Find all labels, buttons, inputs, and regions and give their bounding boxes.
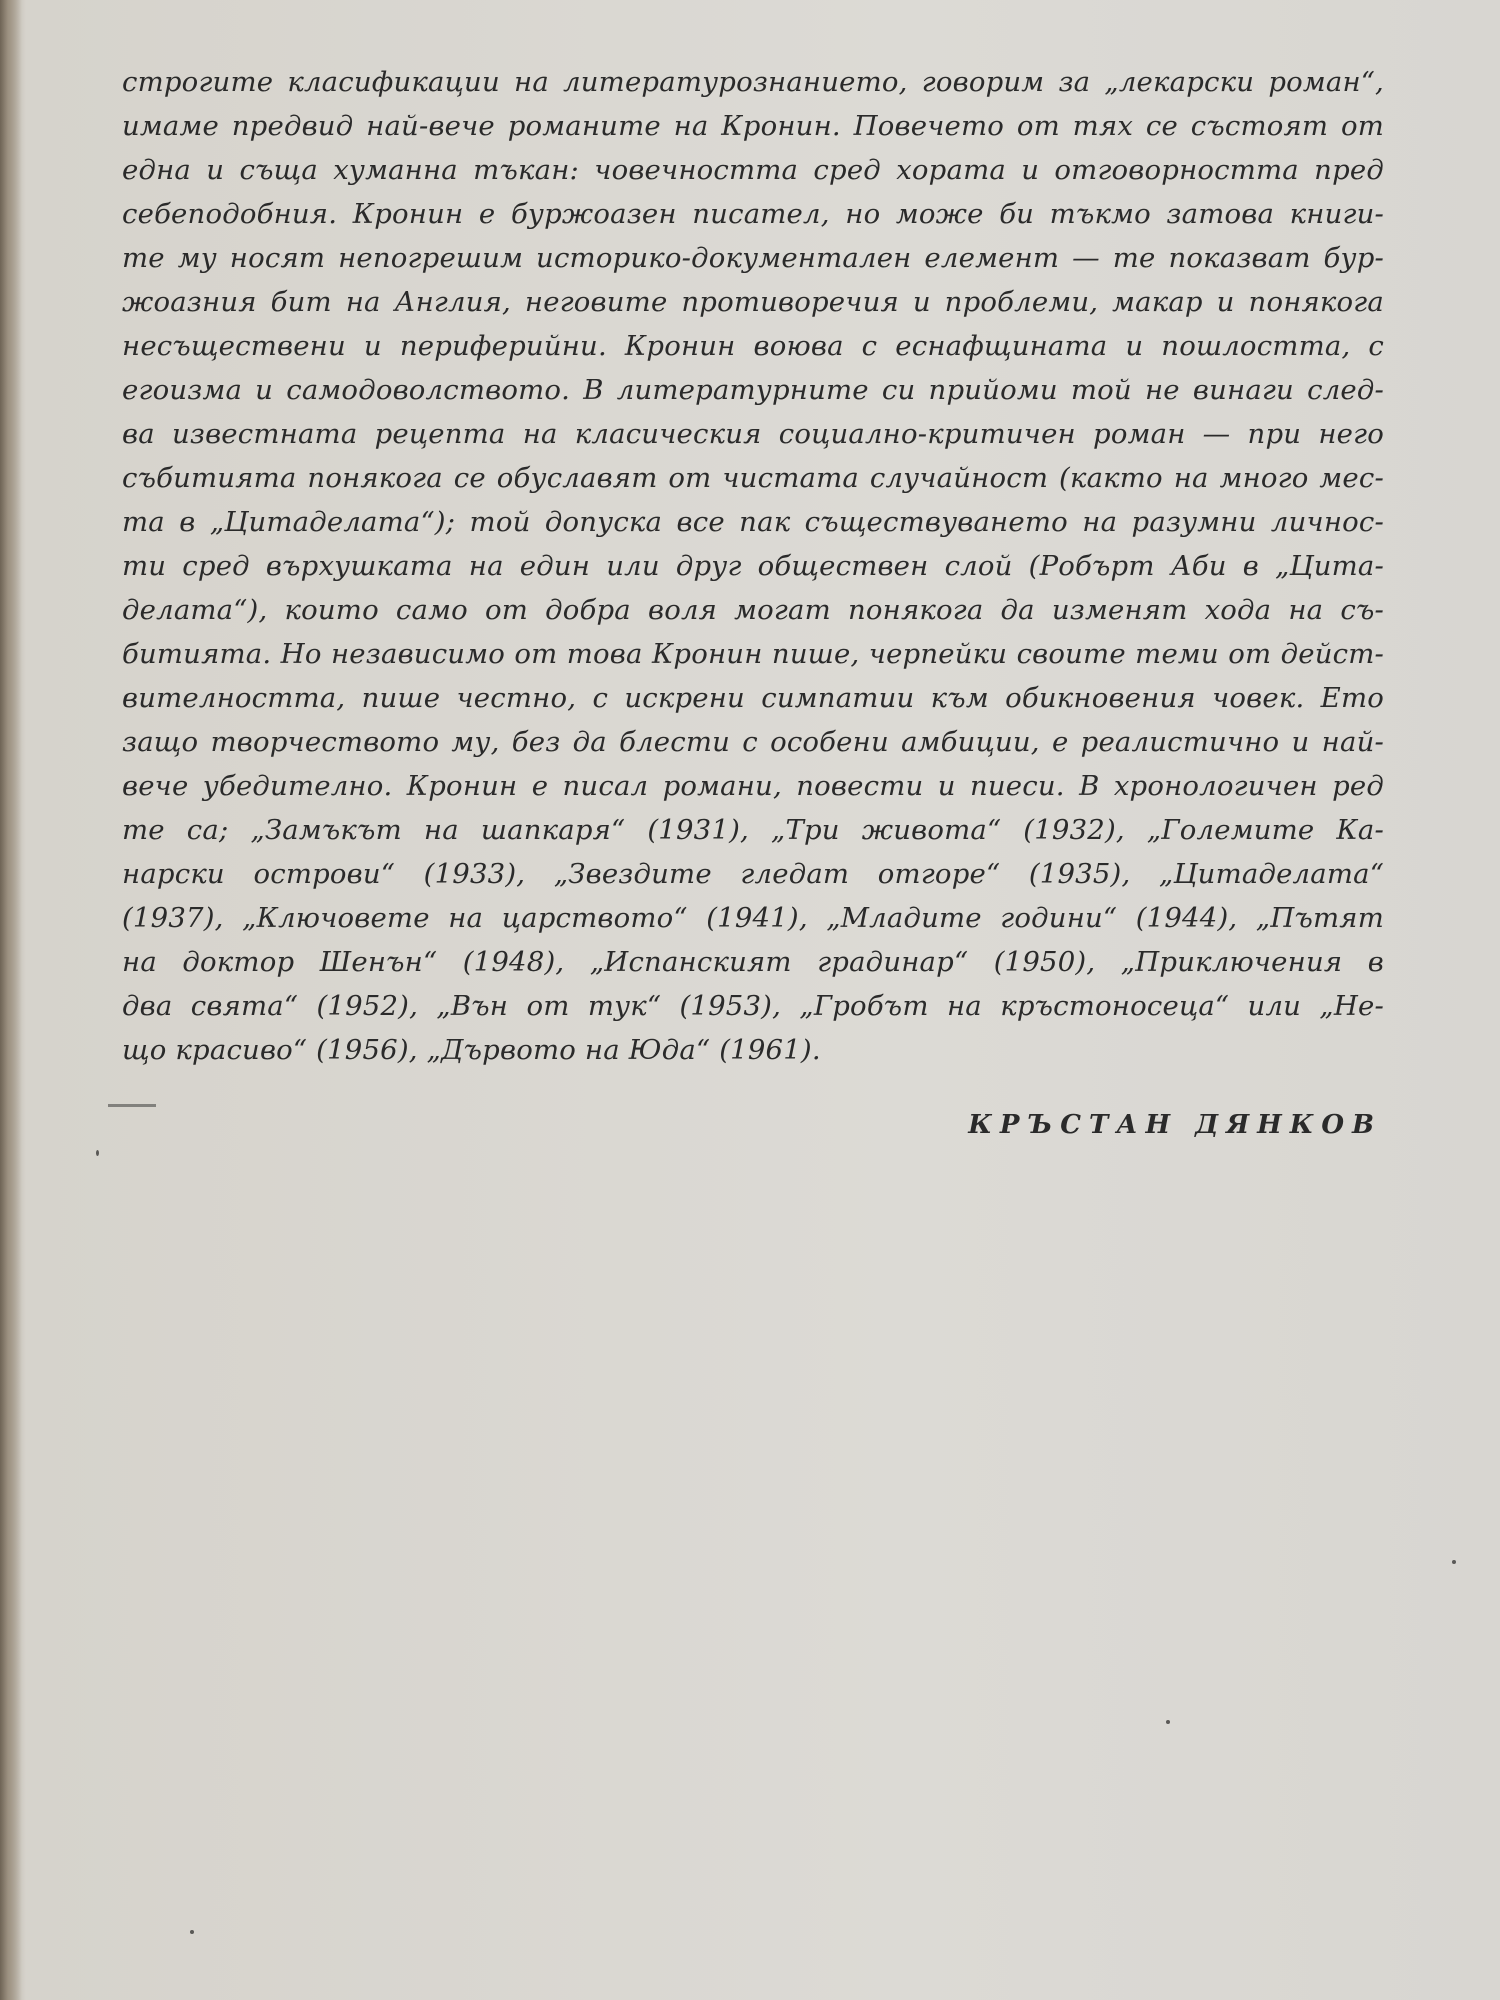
- text-line: та в „Цитаделата“); той допуска все пак съществуването на разумни личнос-: [122, 506, 1384, 538]
- text-line: те му носят непогрешим историко-документален елемент — те показват бур-: [122, 242, 1384, 274]
- text-line: два свята“ (1952), „Вън от тук“ (1953), „Гробът на кръстоносеца“ или „Не-: [122, 990, 1384, 1022]
- text-line: защо творчеството му, без да блести с особени амбиции, е реалистично и най-: [122, 726, 1384, 758]
- text-line: що красиво“ (1956), „Дървото на Юда“ (1961).: [122, 1034, 821, 1066]
- text-line: несъществени и периферийни. Кронин воюва с еснафщината и пошлостта, с: [122, 330, 1384, 362]
- text-line: егоизма и самодоволството. В литературните си прийоми той не винаги след-: [122, 374, 1384, 406]
- text-line: себеподобния. Кронин е буржоазен писател, но може би тъкмо затова книги-: [122, 198, 1384, 230]
- paper-speck: [1452, 1560, 1456, 1564]
- paper-speck: [190, 1930, 194, 1934]
- author-signature: КРЪСТАН ДЯНКОВ: [968, 1110, 1382, 1140]
- text-line: (1937), „Ключовете на царството“ (1941), „Младите години“ (1944), „Пътят: [122, 902, 1384, 934]
- text-line: ва известната рецепта на класическия социално-критичен роман — при него: [122, 418, 1384, 450]
- text-line: те са; „Замъкът на шапкаря“ (1931), „Три живота“ (1932), „Големите Ка-: [122, 814, 1384, 846]
- ink-dash-mark: [108, 1104, 156, 1107]
- body-paragraph: [122, 60, 1384, 1072]
- text-line: делата“), които само от добра воля могат понякога да изменят хода на съ-: [122, 594, 1384, 626]
- text-line: на доктор Шенън“ (1948), „Испанският градинар“ (1950), „Приключения в: [122, 946, 1384, 978]
- paper-speck: [1166, 1720, 1170, 1724]
- text-line: битията. Но независимо от това Кронин пише, черпейки своите теми от дейст-: [122, 638, 1384, 670]
- page-binding-edge: [0, 0, 22, 2000]
- text-line: една и съща хуманна тъкан: човечността сред хората и отговорността пред: [122, 154, 1384, 186]
- text-line: строгите класификации на литературознанието, говорим за „лекарски роман“,: [122, 66, 1384, 98]
- text-line: вителността, пише честно, с искрени симпатии към обикновения човек. Ето: [122, 682, 1384, 714]
- text-line: събитията понякога се обуславят от чистата случайност (както на много мес-: [122, 462, 1384, 494]
- text-line: ти сред върхушката на един или друг обществен слой (Робърт Аби в „Цита-: [122, 550, 1384, 582]
- text-line: жоазния бит на Англия, неговите противоречия и проблеми, макар и понякога: [122, 286, 1384, 318]
- text-line: имаме предвид най-вече романите на Кронин. Повечето от тях се състоят от: [122, 110, 1384, 142]
- text-line: вече убедително. Кронин е писал романи, повести и пиеси. В хронологичен ред: [122, 770, 1384, 802]
- paper-speck: [96, 1150, 99, 1156]
- text-line: нарски острови“ (1933), „Звездите гледат отгоре“ (1935), „Цитаделата“: [122, 858, 1384, 890]
